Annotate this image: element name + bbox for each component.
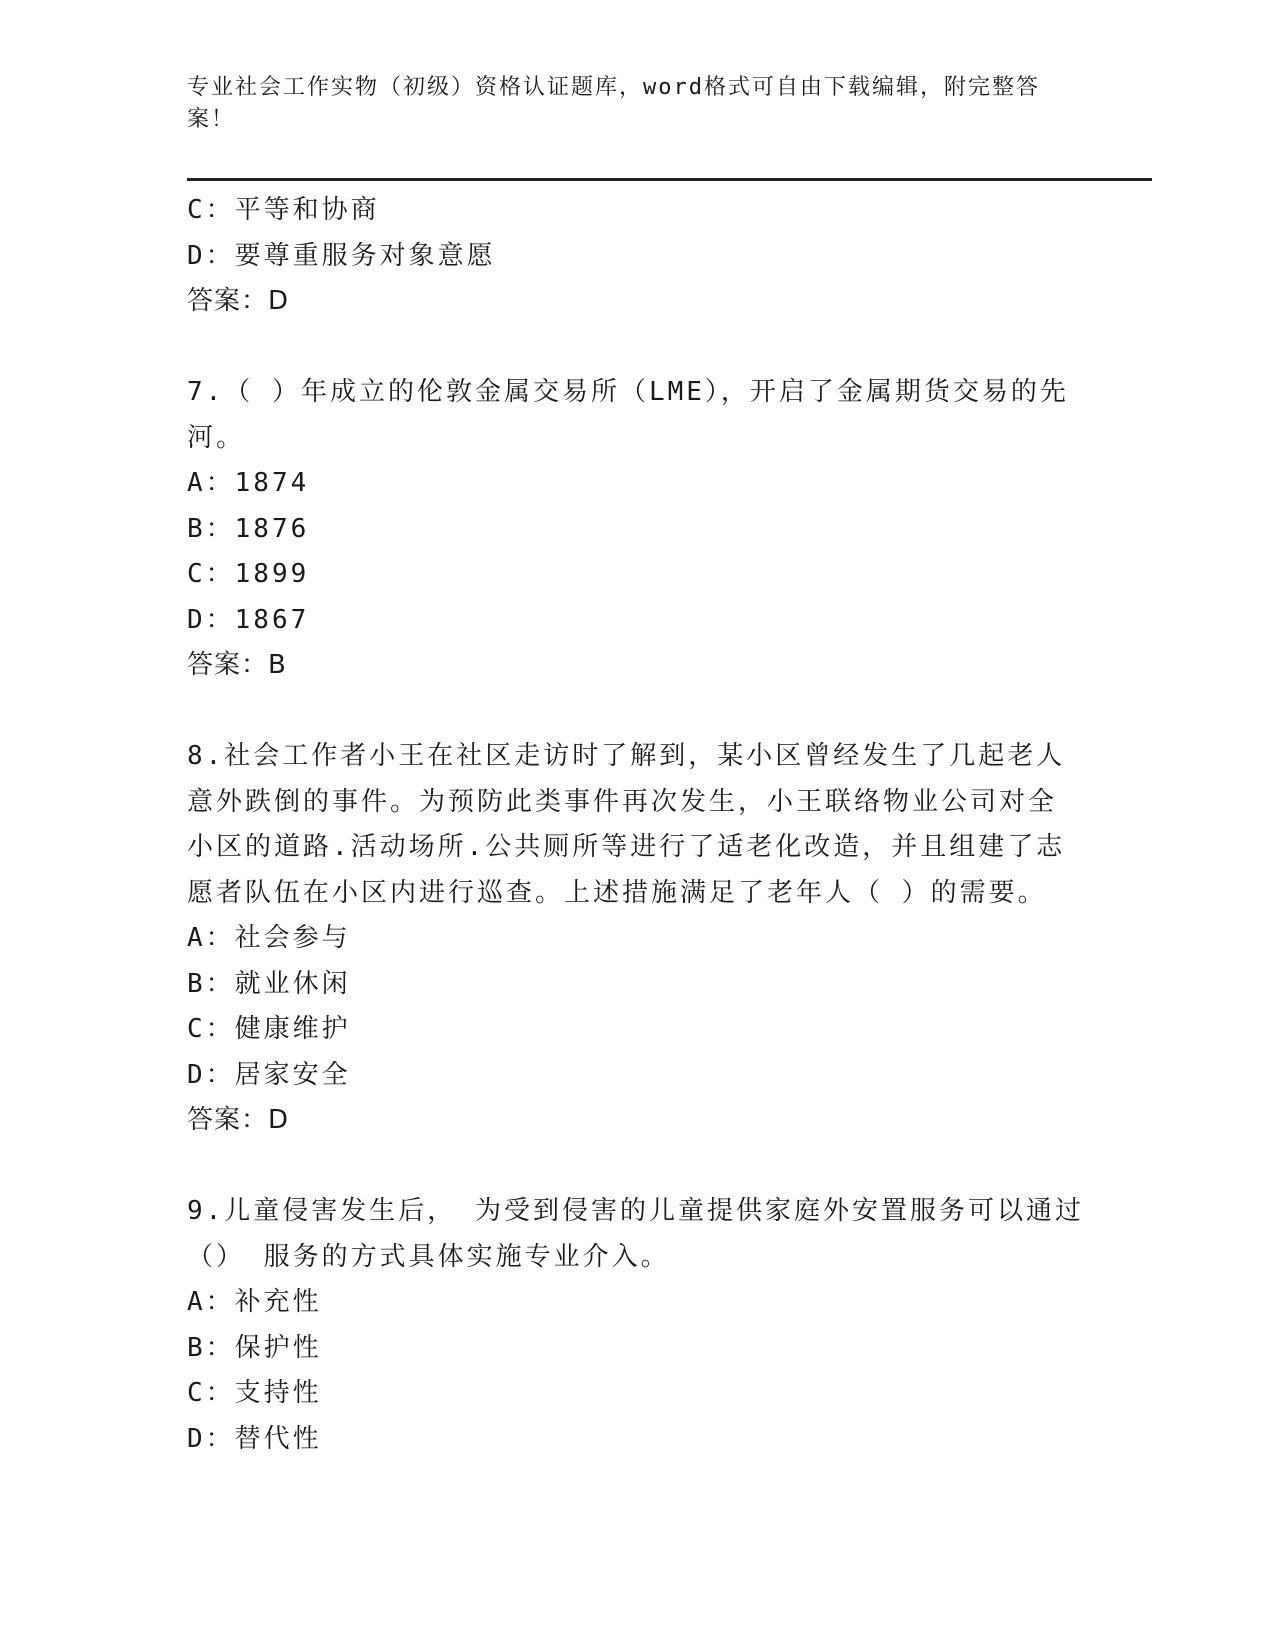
q8-option-c: C：健康维护 (187, 1014, 351, 1044)
q9-option-b: B：保护性 (187, 1332, 322, 1363)
q8-answer: 答案：D (187, 1105, 290, 1135)
q6-option-d: D：要尊重服务对象意愿 (187, 240, 496, 271)
q8-option-b: B：就业休闲 (187, 968, 351, 999)
q8-stem-line: 意外跌倒的事件。为预防此类事件再次发生，小王联络物业公司对全 (187, 786, 1058, 817)
q8-stem-line: 小区的道路.活动场所.公共厕所等进行了适老化改造，并且组建了志 (187, 832, 1066, 862)
header-divider (187, 178, 1152, 181)
question-content (187, 188, 1087, 1462)
q7-stem-line: 7.（ ）年成立的伦敦金属交易所（LME），开启了金属期货交易的先 (187, 377, 1069, 407)
q9-stem-line: 9.儿童侵害发生后， 为受到侵害的儿童提供家庭外安置服务可以通过 (187, 1196, 1084, 1226)
q7-option-a: A：1874 (187, 468, 310, 498)
q7-option-c: C：1899 (187, 559, 310, 589)
q7-option-b: B：1876 (187, 513, 310, 544)
q7-answer: 答案：B (187, 650, 287, 680)
document-header: 专业社会工作实物（初级）资格认证题库，word格式可自由下载编辑，附完整答案！ (187, 75, 1040, 132)
q8-option-a: A：社会参与 (187, 923, 351, 953)
q6-answer: 答案：D (187, 286, 290, 316)
q9-stem-line: （） 服务的方式具体实施专业介入。 (187, 1241, 670, 1272)
q9-option-c: C：支持性 (187, 1378, 322, 1408)
q8-option-d: D：居家安全 (187, 1059, 351, 1090)
spacer (187, 689, 1087, 735)
spacer (187, 1144, 1087, 1190)
q9-option-a: A：补充性 (187, 1287, 322, 1317)
q9-option-d: D：替代性 (187, 1423, 322, 1454)
spacer (187, 325, 1087, 371)
q7-option-d: D：1867 (187, 604, 310, 635)
q8-stem-line: 8.社会工作者小王在社区走访时了解到，某小区曾经发生了几起老人 (187, 741, 1066, 771)
q7-stem-line: 河。 (187, 422, 246, 453)
q8-stem-line: 愿者队伍在小区内进行巡查。上述措施满足了老年人（ ）的需要。 (187, 877, 1047, 908)
q6-option-c: C：平等和协商 (187, 195, 380, 225)
